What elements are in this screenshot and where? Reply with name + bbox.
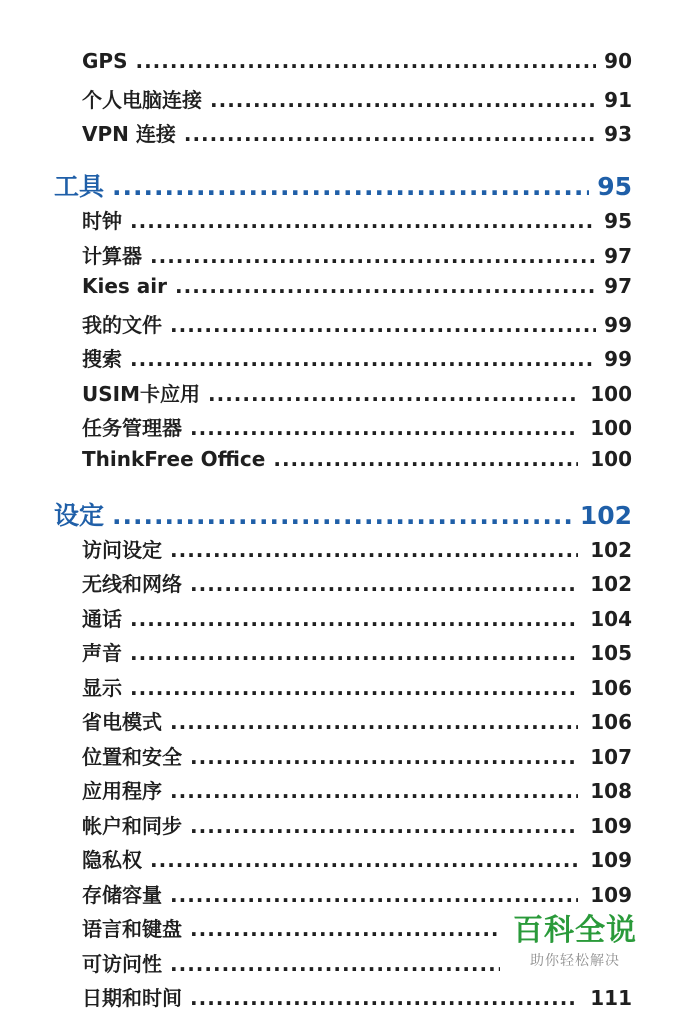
- toc-entry-accounts-sync[interactable]: [82, 810, 632, 840]
- toc-entry-title: USIM卡应用: [82, 382, 200, 406]
- dot-leader: [130, 641, 578, 665]
- dot-leader: [190, 814, 578, 838]
- toc-entry-page: 109: [590, 848, 632, 872]
- toc-entry-clock[interactable]: [82, 205, 632, 235]
- toc-section-tools[interactable]: [54, 167, 632, 203]
- toc-entry-title: 隐私权: [82, 848, 142, 872]
- toc-entry-kies-air[interactable]: [82, 274, 632, 304]
- dot-leader: [130, 676, 578, 700]
- dot-leader: [190, 986, 578, 1010]
- toc-entry-page: 106: [590, 676, 632, 700]
- toc-entry-usim-app[interactable]: [82, 378, 632, 408]
- toc-entry-page: 109: [590, 883, 632, 907]
- dot-leader: [170, 883, 578, 907]
- toc-entry-location-security[interactable]: [82, 741, 632, 771]
- toc-entry-search[interactable]: [82, 343, 632, 373]
- dot-leader: [150, 244, 596, 268]
- toc-entry-page: 95: [604, 209, 632, 233]
- toc-entry-page: 108: [590, 779, 632, 803]
- dot-leader: [135, 49, 596, 73]
- toc-entry-page: 97: [604, 274, 632, 298]
- toc-entry-privacy[interactable]: [82, 844, 632, 874]
- toc-entry-title: Kies air: [82, 274, 167, 298]
- toc-entry-page: 100: [590, 447, 632, 471]
- toc-entry-title: 计算器: [82, 244, 142, 268]
- toc-entry-title: VPN 连接: [82, 122, 176, 146]
- toc-section-page: 102: [579, 501, 632, 530]
- dot-leader: [170, 538, 578, 562]
- toc-entry-title: 省电模式: [82, 710, 162, 734]
- toc-entry-page: 99: [604, 347, 632, 371]
- toc-entry-title: 搜索: [82, 347, 122, 371]
- dot-leader: [190, 416, 578, 440]
- toc-entry-page: 97: [604, 244, 632, 268]
- toc-entry-title: GPS: [82, 49, 128, 73]
- dot-leader: [208, 382, 578, 406]
- dot-leader: [170, 710, 578, 734]
- toc-entry-title: 存储容量: [82, 883, 162, 907]
- toc-entry-title: 日期和时间: [82, 986, 182, 1010]
- toc-entry-title: 声音: [82, 641, 122, 665]
- dot-leader: [130, 607, 578, 631]
- dot-leader: [184, 122, 596, 146]
- toc-section-title: 设定: [54, 501, 105, 530]
- toc-entry-page: 90: [604, 49, 632, 73]
- toc-entry-page: 99: [604, 313, 632, 337]
- toc-entry-page: 100: [590, 382, 632, 406]
- toc-entry-title: 显示: [82, 676, 122, 700]
- dot-leader: [130, 347, 596, 371]
- toc-entry-page: 109: [590, 814, 632, 838]
- toc-entry-calculator[interactable]: [82, 240, 632, 270]
- toc-entry-title: 可访问性: [82, 952, 162, 976]
- toc-entry-page: 93: [604, 122, 632, 146]
- toc-entry-title: 访问设定: [82, 538, 162, 562]
- toc-entry-page: 111: [590, 986, 632, 1010]
- toc-entry-title: ThinkFree Office: [82, 447, 266, 471]
- toc-entry-page: 102: [590, 572, 632, 596]
- dot-leader: [190, 572, 578, 596]
- toc-section-title: 工具: [54, 172, 105, 201]
- toc-entry-power-saving[interactable]: [82, 706, 632, 736]
- toc-entry-page: 104: [590, 607, 632, 631]
- watermark-tagline: 助你轻松解决: [530, 953, 620, 969]
- dot-leader: [190, 745, 578, 769]
- toc-entry-wireless-network[interactable]: [82, 568, 632, 598]
- dot-leader: [112, 501, 572, 530]
- toc-entry-page: 102: [590, 538, 632, 562]
- toc-entry-pc-connection[interactable]: [82, 84, 632, 114]
- watermark-logo: 百科全说: [513, 913, 637, 948]
- toc-entry-applications[interactable]: [82, 775, 632, 805]
- dot-leader: [112, 172, 589, 201]
- dot-leader: [130, 209, 596, 233]
- toc-entry-page: 106: [590, 710, 632, 734]
- toc-entry-storage[interactable]: [82, 879, 632, 909]
- toc-entry-page: 100: [590, 416, 632, 440]
- watermark: [500, 912, 650, 982]
- toc-entry-title: 个人电脑连接: [82, 88, 202, 112]
- toc-entry-page: 107: [590, 745, 632, 769]
- toc-entry-page: 105: [590, 641, 632, 665]
- toc-entry-my-files[interactable]: [82, 309, 632, 339]
- dot-leader: [170, 313, 596, 337]
- toc-entry-title: 我的文件: [82, 313, 162, 337]
- toc-entry-title: 通话: [82, 607, 122, 631]
- toc-entry-title: 语言和键盘: [82, 917, 182, 941]
- dot-leader: [273, 447, 578, 471]
- dot-leader: [150, 848, 578, 872]
- toc-entry-gps[interactable]: [82, 49, 632, 79]
- toc-section-settings[interactable]: [54, 496, 632, 532]
- toc-entry-task-manager[interactable]: [82, 412, 632, 442]
- toc-entry-title: 任务管理器: [82, 416, 182, 440]
- toc-entry-title: 位置和安全: [82, 745, 182, 769]
- dot-leader: [170, 779, 578, 803]
- toc-entry-title: 无线和网络: [82, 572, 182, 596]
- dot-leader: [210, 88, 596, 112]
- toc-entry-title: 帐户和同步: [82, 814, 182, 838]
- toc-entry-call[interactable]: [82, 603, 632, 633]
- toc-entry-display[interactable]: [82, 672, 632, 702]
- toc-entry-title: 应用程序: [82, 779, 162, 803]
- toc-entry-thinkfree-office[interactable]: [82, 447, 632, 477]
- toc-section-page: 95: [597, 172, 632, 201]
- toc-entry-page: 91: [604, 88, 632, 112]
- toc-entry-sound[interactable]: [82, 637, 632, 667]
- toc-entry-access-settings[interactable]: [82, 534, 632, 564]
- toc-entry-title: 时钟: [82, 209, 122, 233]
- toc-entry-vpn[interactable]: [82, 118, 632, 148]
- dot-leader: [175, 274, 596, 298]
